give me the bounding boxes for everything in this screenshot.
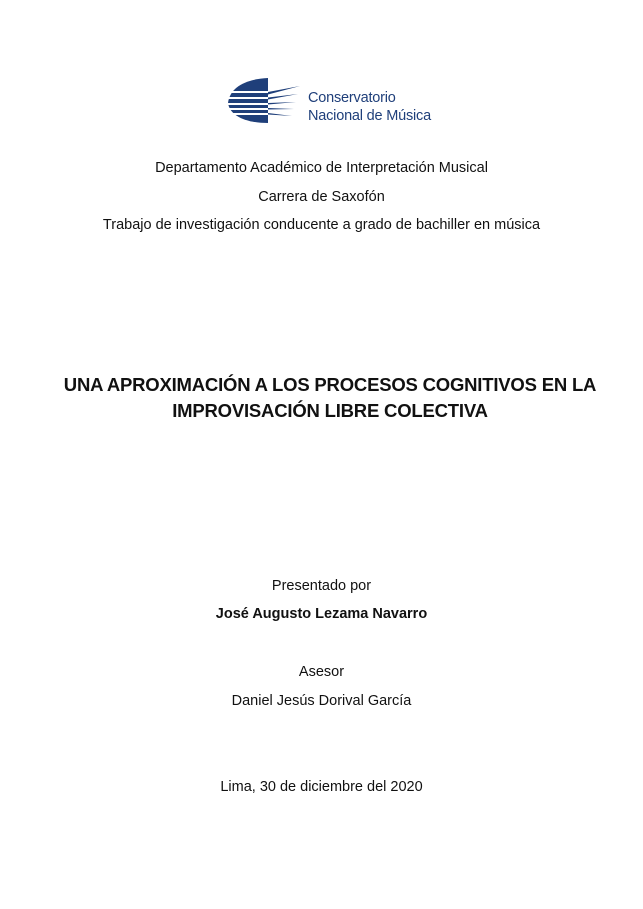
conservatorio-emblem-icon [226, 76, 304, 126]
place-date: Lima, 30 de diciembre del 2020 [220, 779, 423, 795]
department-line: Departamento Académico de Interpretación Musical [155, 160, 488, 176]
logo-line-1: Conservatorio [308, 90, 396, 106]
document-title: UNA APROXIMACIÓN A LOS PROCESOS COGNITIVOS EN LA IMPROVISACIÓN LIBRE COLECTIVA [63, 374, 597, 421]
presented-by-label: Presentado por [271, 578, 372, 594]
logo-text [308, 89, 431, 125]
advisor-name: Daniel Jesús Dorival García [231, 693, 412, 709]
career-line: Carrera de Saxofón [258, 189, 385, 205]
conservatorio-logo [226, 76, 446, 126]
logo-line-2: Nacional de Música [308, 108, 431, 124]
thesis-type-line: Trabajo de investigación conducente a grado de bachiller en música [102, 217, 541, 233]
author-name: José Augusto Lezama Navarro [215, 606, 428, 622]
advisor-label: Asesor [298, 664, 345, 680]
